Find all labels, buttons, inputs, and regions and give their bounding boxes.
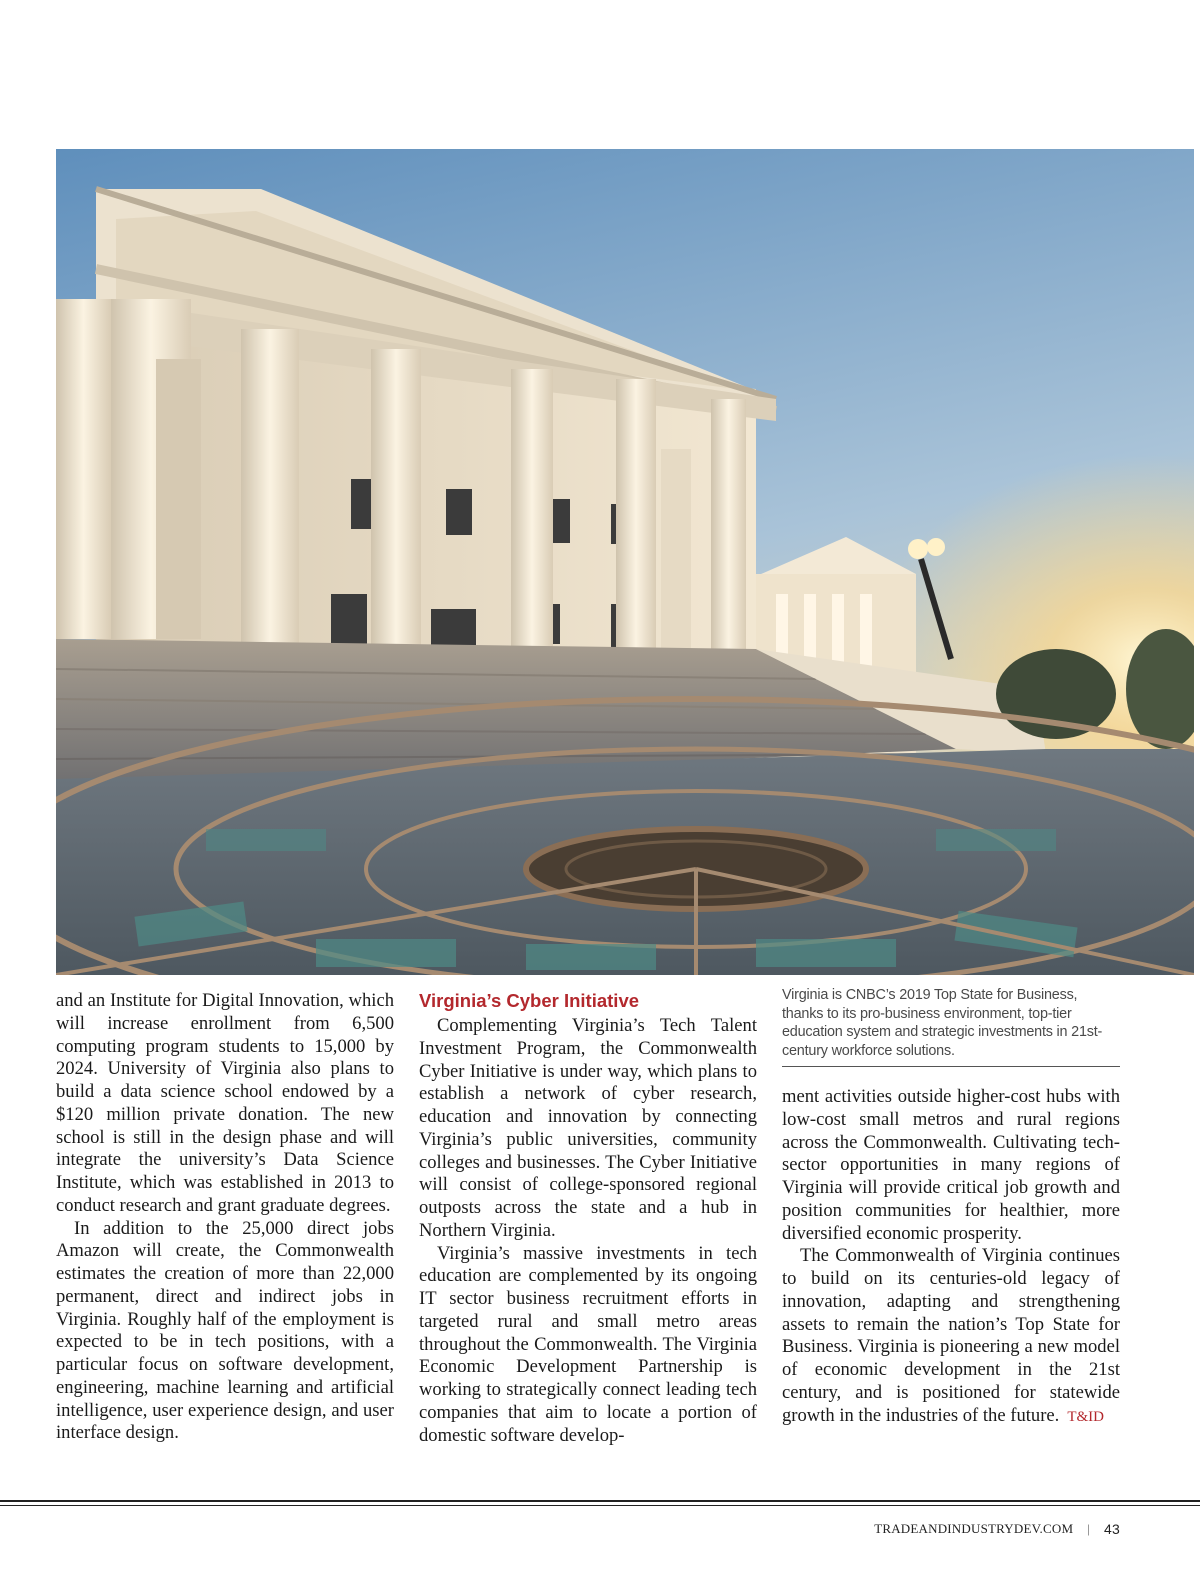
footer-separator: |: [1087, 1521, 1091, 1536]
paragraph: [782, 1245, 1120, 1428]
capitol-photo: [56, 149, 1194, 975]
paragraph: and an Institute for Digital Innovation, which will increase enrollment from 6,500 computing program students to 15,000 by 2024. University of Virginia also plans to build a data science school endowed by a $120 million private donation. The new school is still in the design phase and will integrate the university’s Data Science Institute, which was established in 2013 to conduct research and grant graduate degrees.: [56, 990, 394, 1216]
section-subhead: Virginia’s Cyber Initiative: [419, 990, 640, 1011]
footer-rule: [0, 1500, 1200, 1502]
paragraph-text: The Commonwealth of Virginia continues to build on its centuries-old legacy of innovation, adapting and strengthening assets to remain the nation’s Top State for Business. Virginia is pioneering a new model of economic development in the 21st century, and is positioned for statewide growth in the industries of the future.: [782, 1245, 1120, 1426]
paragraph: In addition to the 25,000 direct jobs Amazon will create, the Commonwealth estimates the creation of more than 22,000 permanent, direct and indirect jobs in Virginia. Roughly half of the employment is expected to be in tech positions, with a particular focus on software development, engineering, machine learning and artificial intelligence, user experience design, and user interface design.: [56, 1217, 394, 1444]
article-column-1: [56, 990, 394, 1445]
footer-rule-thin: [0, 1505, 1200, 1506]
paragraph: Virginia’s massive investments in tech education are complemented by its ongoing IT sector business recruitment efforts in targeted rural and small metro areas throughout the Commonwealth. The Virginia Economic Development Partnership is working to strategically connect leading tech companies that aim to locate a portion of domestic software develop-: [419, 1242, 757, 1446]
paragraph: ment activities outside higher-cost hubs with low-cost small metros and rural regions across the Commonwealth. Cultivating tech-sector opportunities in many regions of Virginia will provide critical job growth and position communities for healthier, more diversified economic prosperity.: [782, 1086, 1120, 1244]
paragraph: Complementing Virginia’s Tech Talent Investment Program, the Commonwealth Cyber Initiative is under way, which plans to establish a network of cyber research, education and innovation by connecting Virginia’s public universities, community colleges and businesses. The Cyber Initiative will consist of college-sponsored regional outposts across the state and a hub in Northern Virginia.: [419, 1015, 757, 1241]
page-number: 43: [1104, 1521, 1120, 1537]
capitol-building-photo-icon: [56, 149, 1194, 975]
end-mark: T&ID: [1067, 1408, 1104, 1425]
article-column-3: [782, 1086, 1120, 1428]
photo-caption: Virginia is CNBC’s 2019 Top State for Business, thanks to its pro-business environment, top-tier education system and strategic investments in 21st-century workforce solutions.: [782, 986, 1120, 1067]
article-column-2: [419, 990, 757, 1447]
page-footer: [874, 1521, 1120, 1537]
footer-site-link[interactable]: TRADEANDINDUSTRYDEV.COM: [874, 1521, 1074, 1536]
